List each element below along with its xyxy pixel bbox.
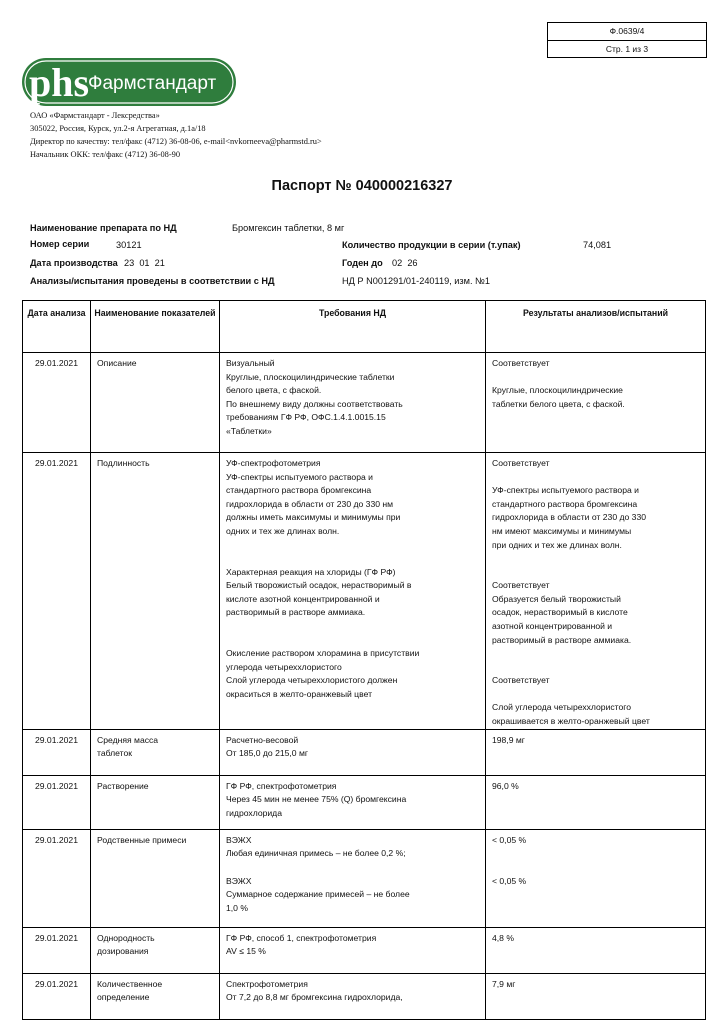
form-code: Ф.0639/4 [609, 26, 645, 36]
requirement-line: белого цвета, с фаской. [226, 385, 322, 396]
results-table [22, 300, 706, 1020]
series-label: Номер серии [30, 239, 90, 249]
result-line: Образуется белый творожистый [492, 593, 621, 604]
analysis-date: 29.01.2021 [34, 834, 78, 845]
table-body [23, 353, 706, 1020]
analysis-date: 29.01.2021 [34, 780, 78, 791]
indicator-line: Подлинность [97, 458, 150, 468]
table-row [23, 829, 706, 927]
company-name: ОАО «Фармстандарт - Лексредства» [30, 111, 160, 120]
header-requirements: Требования НД [220, 301, 486, 353]
requirement-line: растворимый в растворе аммиака. [226, 607, 366, 618]
pharmstandard-logo [22, 58, 236, 106]
result-line: < 0,05 % [492, 876, 527, 887]
indicator-line: Однородность [97, 932, 155, 943]
form-code-box [547, 22, 707, 58]
series-value: 30121 [116, 240, 142, 250]
indicator-line: Количественное [97, 978, 163, 989]
requirement-line: ГФ РФ, спектрофотометрия [226, 780, 337, 791]
cell-date [23, 974, 90, 992]
cell-indicator [91, 353, 219, 371]
requirement-line: Расчетно-весовой [226, 734, 299, 745]
cell-requirements [220, 353, 485, 439]
result-line: 198,9 мг [492, 734, 525, 745]
header-date: Дата анализа [23, 301, 91, 353]
table-row [23, 729, 706, 775]
cell-results [486, 353, 705, 411]
cell-indicator [91, 730, 219, 761]
cell-requirements [220, 928, 485, 959]
table-row [23, 775, 706, 829]
production-date-label: Дата производства [30, 258, 118, 268]
result-line: Соответствует [492, 358, 550, 368]
analysis-date: 29.01.2021 [34, 932, 78, 943]
result-line: осадок, нерастворимый в кислоте [492, 607, 628, 618]
requirement-line: От 185,0 до 215,0 мг [226, 748, 309, 759]
cell-requirements [220, 730, 485, 761]
cell-requirements [220, 974, 485, 1005]
cell-date [23, 776, 90, 794]
indicator-line: Описание [97, 358, 137, 368]
result-line: Соответствует [492, 675, 550, 686]
table-row [23, 973, 706, 1019]
cell-requirements [220, 776, 485, 821]
indicator-line: Родственные примеси [97, 834, 187, 845]
result-line: гидрохлорида в области от 230 до 330 [492, 512, 647, 523]
cell-date [23, 453, 90, 471]
result-line: при одних и тех же длинах волн. [492, 539, 622, 550]
indicator-line: Средняя масса [97, 734, 159, 745]
analysis-date: 29.01.2021 [34, 358, 78, 368]
logo-mark: phs [29, 60, 90, 105]
requirement-line: Белый творожистый осадок, нерастворимый в [226, 580, 412, 591]
logo-name: Фармстандарт [88, 73, 217, 94]
result-line: < 0,05 % [492, 834, 527, 845]
expiry-label: Годен до [342, 258, 383, 268]
requirement-line: По внешнему виду должны соответствовать [226, 398, 403, 409]
requirement-line: Через 45 мин не менее 75% (Q) бромгексина [226, 794, 407, 805]
result-line: нм имеют максимумы и минимумы [492, 525, 632, 536]
analysis-date: 29.01.2021 [34, 734, 78, 745]
header-indicator: Наименование показателей [91, 301, 220, 353]
result-line: 96,0 % [492, 780, 519, 791]
cell-indicator [91, 453, 219, 471]
requirement-line: AV ≤ 15 % [226, 946, 266, 957]
result-line [492, 471, 699, 485]
cell-results [486, 928, 705, 946]
requirement-line: углерода четыреххлористого [226, 661, 342, 672]
table-row [23, 927, 706, 973]
table-row [23, 353, 706, 453]
result-line: окрашивается в желто-оранжевый цвет [492, 715, 650, 726]
analysis-value: НД Р N001291/01-240119, изм. №1 [342, 276, 491, 286]
indicator-line: таблеток [97, 748, 133, 759]
requirement-line: Круглые, плоскоцилиндрические таблетки [226, 371, 395, 382]
company-okk: Начальник ОКК: тел/факс (4712) 36-08-90 [30, 150, 181, 159]
cell-results [486, 830, 705, 889]
requirement-line: ВЭЖХ [226, 875, 252, 886]
analysis-date: 29.01.2021 [34, 458, 78, 468]
requirement-line: должны иметь максимумы и минимумы при [226, 512, 401, 523]
requirement-line: УФ-спектрофотометрия [226, 458, 321, 468]
cell-indicator [91, 974, 219, 1005]
requirement-line: Слой углерода четыреххлористого должен [226, 675, 398, 686]
requirement-line: гидрохлорида в области от 230 до 330 нм [226, 498, 394, 509]
result-line: азотной концентрированной и [492, 620, 613, 631]
company-director: Директор по качеству: тел/факс (4712) 36-08-06, e-mail<nvkorneeva@pharmstd.ru> [30, 137, 322, 146]
requirement-line: Суммарное содержание примесей – не более [226, 889, 410, 900]
requirement-line: Характерная реакция на хлориды (ГФ РФ) [226, 566, 396, 577]
cell-results [486, 974, 705, 992]
cell-indicator [91, 928, 219, 959]
indicator-line: определение [97, 992, 150, 1003]
result-line: Круглые, плоскоцилиндрические [492, 385, 623, 396]
requirement-line: требованиям ГФ РФ, ОФС.1.4.1.0015.15 [226, 412, 386, 423]
result-line: Слой углерода четыреххлористого [492, 702, 632, 713]
cell-results [486, 776, 705, 794]
requirement-line: Любая единичная примесь – не более 0,2 %; [226, 848, 406, 859]
drug-label: Наименование препарата по НД [30, 223, 177, 233]
indicator-line: дозирования [97, 946, 149, 957]
result-line: Соответствует [492, 458, 550, 468]
header-results: Результаты анализов/испытаний [486, 301, 706, 353]
cell-date [23, 830, 90, 848]
requirement-line: стандартного раствора бромгексина [226, 485, 372, 496]
requirement-line: ВЭЖХ [226, 834, 252, 845]
result-line: 4,8 % [492, 932, 514, 943]
result-line: Соответствует [492, 580, 550, 591]
drug-value: Бромгексин таблетки, 8 мг [232, 223, 345, 233]
table-header-row [23, 301, 706, 353]
requirement-line: 1,0 % [226, 902, 248, 913]
cell-results [486, 453, 705, 729]
requirement-line: От 7,2 до 8,8 мг бромгексина гидрохлорида, [226, 992, 403, 1003]
indicator-line: Растворение [97, 780, 149, 791]
cell-indicator [91, 776, 219, 794]
table-row [23, 453, 706, 730]
result-line: таблетки белого цвета, с фаской. [492, 398, 625, 409]
analysis-date: 29.01.2021 [34, 978, 78, 989]
page-title: Паспорт № 040000216327 [271, 178, 453, 194]
cell-date [23, 353, 90, 371]
requirement-line: ГФ РФ, способ 1, спектрофотометрия [226, 932, 377, 943]
analysis-label: Анализы/испытания проведены в соответствии с НД [30, 276, 275, 286]
requirement-line: Окисление раствором хлорамина в присутствии [226, 647, 420, 658]
result-line [492, 688, 699, 702]
result-line: растворимый в растворе аммиака. [492, 634, 632, 645]
quantity-value: 74,081 [583, 240, 612, 250]
company-address: 305022, Россия, Курск, ул.2-я Агрегатная, д.1а/18 [30, 124, 206, 133]
requirement-line: Спектрофотометрия [226, 978, 308, 989]
cell-requirements [220, 453, 485, 701]
page-indicator: Стр. 1 из 3 [548, 40, 706, 58]
cell-date [23, 928, 90, 946]
result-line: 7,9 мг [492, 978, 516, 989]
quantity-label: Количество продукции в серии (т.упак) [342, 240, 521, 250]
requirement-line: окраситься в желто-оранжевый цвет [226, 688, 373, 699]
cell-results [486, 730, 705, 748]
result-line: стандартного раствора бромгексина [492, 498, 638, 509]
expiry-value: 02 26 [392, 258, 418, 268]
cell-date [23, 730, 90, 748]
requirement-line: одних и тех же длинах волн. [226, 525, 340, 536]
cell-requirements [220, 830, 485, 916]
requirement-line: кислоте азотной концентрированной и [226, 593, 380, 604]
result-line [492, 371, 699, 385]
requirement-line: «Таблетки» [226, 425, 272, 436]
result-line: УФ-спектры испытуемого раствора и [492, 485, 639, 496]
requirement-line: гидрохлорида [226, 807, 282, 818]
production-date-value: 23 01 21 [124, 258, 165, 268]
cell-indicator [91, 830, 219, 848]
requirement-line: УФ-спектры испытуемого раствора и [226, 471, 373, 482]
requirement-line: Визуальный [226, 358, 275, 368]
